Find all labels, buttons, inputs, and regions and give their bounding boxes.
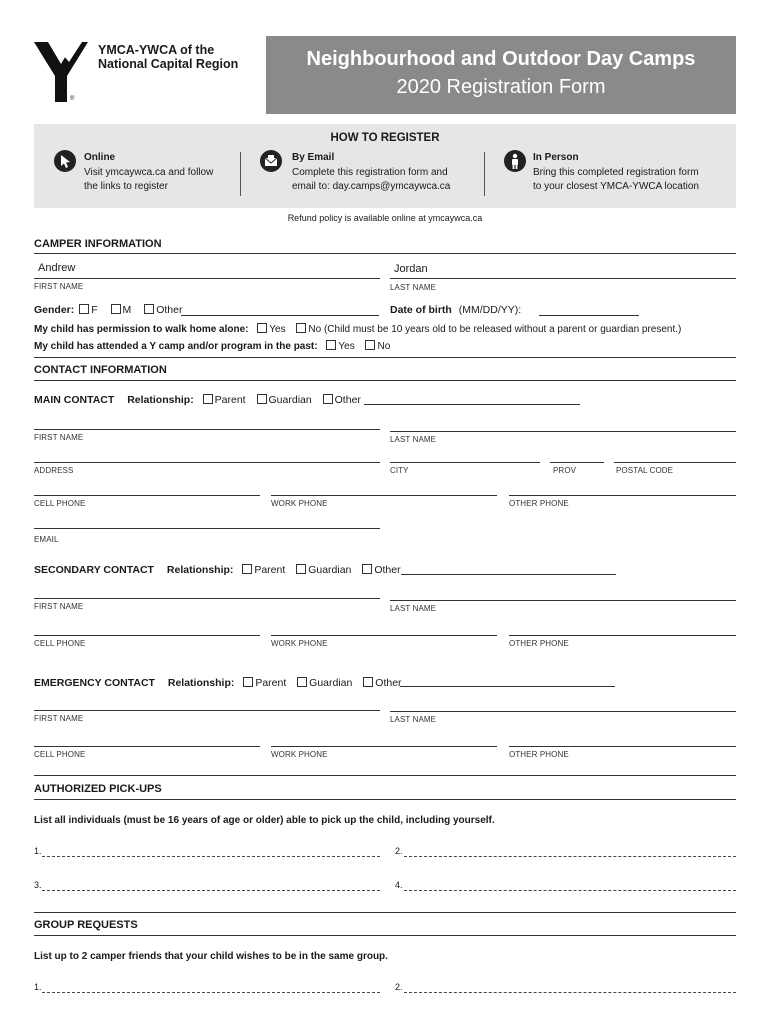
dob-row — [390, 304, 521, 316]
email-icon — [260, 150, 282, 172]
group-2-number: 2. — [395, 982, 403, 992]
dob-format: (MM/DD/YY): — [458, 304, 522, 316]
main-work-field[interactable] — [271, 495, 497, 496]
walk-yes-label: Yes — [269, 324, 286, 335]
person-title: In Person — [533, 152, 579, 163]
last-name-label: LAST NAME — [390, 715, 437, 724]
cell-phone-label: CELL PHONE — [34, 750, 86, 759]
person-icon — [504, 150, 526, 172]
pickup-1-number: 1. — [34, 846, 42, 856]
section-rule — [34, 935, 736, 936]
main-parent-checkbox[interactable] — [203, 394, 213, 404]
main-other-field[interactable] — [364, 404, 580, 405]
pickup-2-number: 2. — [395, 846, 403, 856]
gender-label: Gender: — [34, 304, 75, 316]
emergency-guardian-checkbox[interactable] — [297, 677, 307, 687]
emergency-other-field[interactable] — [400, 686, 615, 687]
pickup-2-field[interactable] — [404, 856, 736, 857]
pickup-4-number: 4. — [395, 880, 403, 890]
work-phone-label: WORK PHONE — [271, 639, 328, 648]
work-phone-label: WORK PHONE — [271, 750, 328, 759]
attended-no-label: No — [377, 341, 391, 352]
other-label: Other — [374, 564, 401, 576]
camper-first-name-input[interactable]: Andrew — [38, 262, 76, 274]
pickup-4-field[interactable] — [404, 890, 736, 891]
how-to-title: HOW TO REGISTER — [330, 132, 440, 144]
pickup-3-number: 3. — [34, 880, 42, 890]
first-name-label: FIRST NAME — [34, 282, 84, 291]
gender-other-field[interactable] — [181, 315, 379, 316]
city-label: CITY — [390, 466, 409, 475]
secondary-contact-label: SECONDARY CONTACT — [34, 564, 154, 576]
online-text — [84, 166, 213, 194]
group-1-field[interactable] — [42, 992, 380, 993]
dob-label: Date of birth — [390, 304, 452, 316]
emergency-other-phone-field[interactable] — [509, 746, 736, 747]
main-postal-field[interactable] — [614, 462, 736, 463]
walk-yes-checkbox[interactable] — [257, 323, 267, 333]
section-rule — [34, 253, 736, 254]
registered-mark: ® — [70, 96, 75, 102]
relationship-label: Relationship: — [166, 564, 234, 576]
org-name-line2: National Capital Region — [98, 57, 239, 71]
gender-other-label: Other — [156, 304, 183, 316]
other-phone-label: OTHER PHONE — [509, 750, 569, 759]
divider — [484, 152, 485, 196]
postal-label: POSTAL CODE — [616, 466, 674, 475]
pickups-instruction: List all individuals (must be 16 years of age or older) able to pick up the child, including yourself. — [34, 815, 495, 826]
pickups-section-title: AUTHORIZED PICK-UPS — [34, 783, 162, 795]
last-name-label: LAST NAME — [390, 604, 437, 613]
email-title: By Email — [292, 152, 335, 163]
walk-no-label: No (Child must be 10 years old to be released without a parent or guardian present.) — [308, 324, 682, 335]
gender-m-checkbox[interactable] — [111, 304, 121, 314]
gender-f-checkbox[interactable] — [79, 304, 89, 314]
secondary-work-field[interactable] — [271, 635, 497, 636]
contact-section-title: CONTACT INFORMATION — [34, 364, 167, 376]
main-first-name-field[interactable] — [34, 429, 380, 430]
refund-policy: Refund policy is available online at ymcaywca.ca — [287, 213, 483, 223]
camper-last-name-input[interactable]: Jordan — [394, 263, 428, 275]
pickup-1-field[interactable] — [42, 856, 380, 857]
attended-yes-checkbox[interactable] — [326, 340, 336, 350]
walk-no-checkbox[interactable] — [296, 323, 306, 333]
secondary-last-name-field[interactable] — [390, 600, 736, 601]
divider — [240, 152, 241, 196]
other-label: Other — [334, 394, 361, 406]
prov-label: PROV — [553, 466, 577, 475]
secondary-first-name-field[interactable] — [34, 598, 380, 599]
attended-no-checkbox[interactable] — [365, 340, 375, 350]
camper-section-title: CAMPER INFORMATION — [34, 238, 162, 250]
main-email-field[interactable] — [34, 528, 380, 529]
guardian-label: Guardian — [309, 677, 353, 689]
gender-f-label: F — [91, 304, 98, 316]
person-text — [533, 166, 699, 194]
walk-home-row — [34, 323, 681, 335]
secondary-parent-checkbox[interactable] — [242, 564, 252, 574]
cell-phone-label: CELL PHONE — [34, 499, 86, 508]
groups-section-title: GROUP REQUESTS — [34, 919, 138, 931]
walk-home-label: My child has permission to walk home alone: — [34, 324, 249, 335]
section-rule — [34, 380, 736, 381]
pickup-3-field[interactable] — [42, 890, 380, 891]
email-text — [292, 166, 450, 194]
parent-label: Parent — [214, 394, 246, 406]
other-phone-label: OTHER PHONE — [509, 499, 569, 508]
form-subtitle: 2020 Registration Form — [396, 76, 606, 98]
group-2-field[interactable] — [404, 992, 736, 993]
main-city-field[interactable] — [390, 462, 540, 463]
emergency-first-name-field[interactable] — [34, 710, 380, 711]
y-logo-icon — [34, 42, 88, 102]
last-name-label: LAST NAME — [390, 283, 437, 292]
main-contact-label: MAIN CONTACT — [34, 394, 115, 406]
how-to-register-panel — [34, 124, 736, 208]
main-guardian-checkbox[interactable] — [257, 394, 267, 404]
relationship-label: Relationship: — [167, 677, 235, 689]
header-banner — [266, 36, 736, 114]
gender-other-checkbox[interactable] — [144, 304, 154, 314]
form-title: Neighbourhood and Outdoor Day Camps — [306, 48, 696, 70]
section-rule — [34, 912, 736, 913]
emergency-other-checkbox[interactable] — [363, 677, 373, 687]
secondary-other-phone-field[interactable] — [509, 635, 736, 636]
cursor-icon — [54, 150, 76, 172]
secondary-other-checkbox[interactable] — [362, 564, 372, 574]
emergency-parent-checkbox[interactable] — [243, 677, 253, 687]
first-name-label: FIRST NAME — [34, 602, 84, 611]
main-prov-field[interactable] — [550, 462, 604, 463]
secondary-cell-field[interactable] — [34, 635, 260, 636]
first-name-label: FIRST NAME — [34, 714, 84, 723]
relationship-label: Relationship: — [127, 394, 194, 406]
groups-instruction: List up to 2 camper friends that your child wishes to be in the same group. — [34, 951, 388, 962]
emergency-contact-label: EMERGENCY CONTACT — [34, 677, 155, 689]
guardian-label: Guardian — [268, 394, 312, 406]
main-contact-row — [34, 394, 361, 406]
email-label: EMAIL — [34, 535, 59, 544]
org-name-line1: YMCA-YWCA of the — [98, 43, 215, 57]
person-line1: Bring this completed registration form — [533, 167, 699, 178]
emergency-last-name-field[interactable] — [390, 711, 736, 712]
other-label: Other — [375, 677, 402, 689]
parent-label: Parent — [255, 677, 287, 689]
online-line1: Visit ymcaywca.ca and follow — [84, 167, 214, 178]
main-other-checkbox[interactable] — [323, 394, 333, 404]
address-label: ADDRESS — [34, 466, 74, 475]
work-phone-label: WORK PHONE — [271, 499, 328, 508]
other-phone-label: OTHER PHONE — [509, 639, 569, 648]
email-line2: email to: day.camps@ymcaywca.ca — [292, 181, 451, 192]
first-name-label: FIRST NAME — [34, 433, 84, 442]
guardian-label: Guardian — [308, 564, 352, 576]
last-name-label: LAST NAME — [390, 435, 437, 444]
person-line2: to your closest YMCA-YWCA location — [533, 181, 699, 192]
attended-yes-label: Yes — [338, 341, 355, 352]
secondary-contact-row — [34, 564, 401, 576]
online-line2: the links to register — [84, 181, 168, 192]
underline — [34, 278, 380, 279]
attended-label: My child has attended a Y camp and/or program in the past: — [34, 341, 318, 352]
dob-field[interactable] — [539, 315, 639, 316]
main-other-phone-field[interactable] — [509, 495, 736, 496]
gender-m-label: M — [122, 304, 132, 316]
main-address-field[interactable] — [34, 462, 380, 463]
section-rule — [34, 357, 736, 358]
main-last-name-field[interactable] — [390, 431, 736, 432]
secondary-other-field[interactable] — [401, 574, 616, 575]
underline — [390, 278, 736, 279]
email-line1: Complete this registration form and — [292, 167, 448, 178]
group-1-number: 1. — [34, 982, 42, 992]
emergency-contact-row — [34, 677, 402, 689]
emergency-cell-field[interactable] — [34, 746, 260, 747]
online-title: Online — [84, 152, 116, 163]
section-rule — [34, 775, 736, 776]
org-name — [98, 43, 238, 71]
main-cell-field[interactable] — [34, 495, 260, 496]
gender-row — [34, 304, 182, 316]
emergency-work-field[interactable] — [271, 746, 497, 747]
section-rule — [34, 799, 736, 800]
secondary-guardian-checkbox[interactable] — [296, 564, 306, 574]
cell-phone-label: CELL PHONE — [34, 639, 86, 648]
parent-label: Parent — [254, 564, 286, 576]
attended-row — [34, 340, 390, 352]
